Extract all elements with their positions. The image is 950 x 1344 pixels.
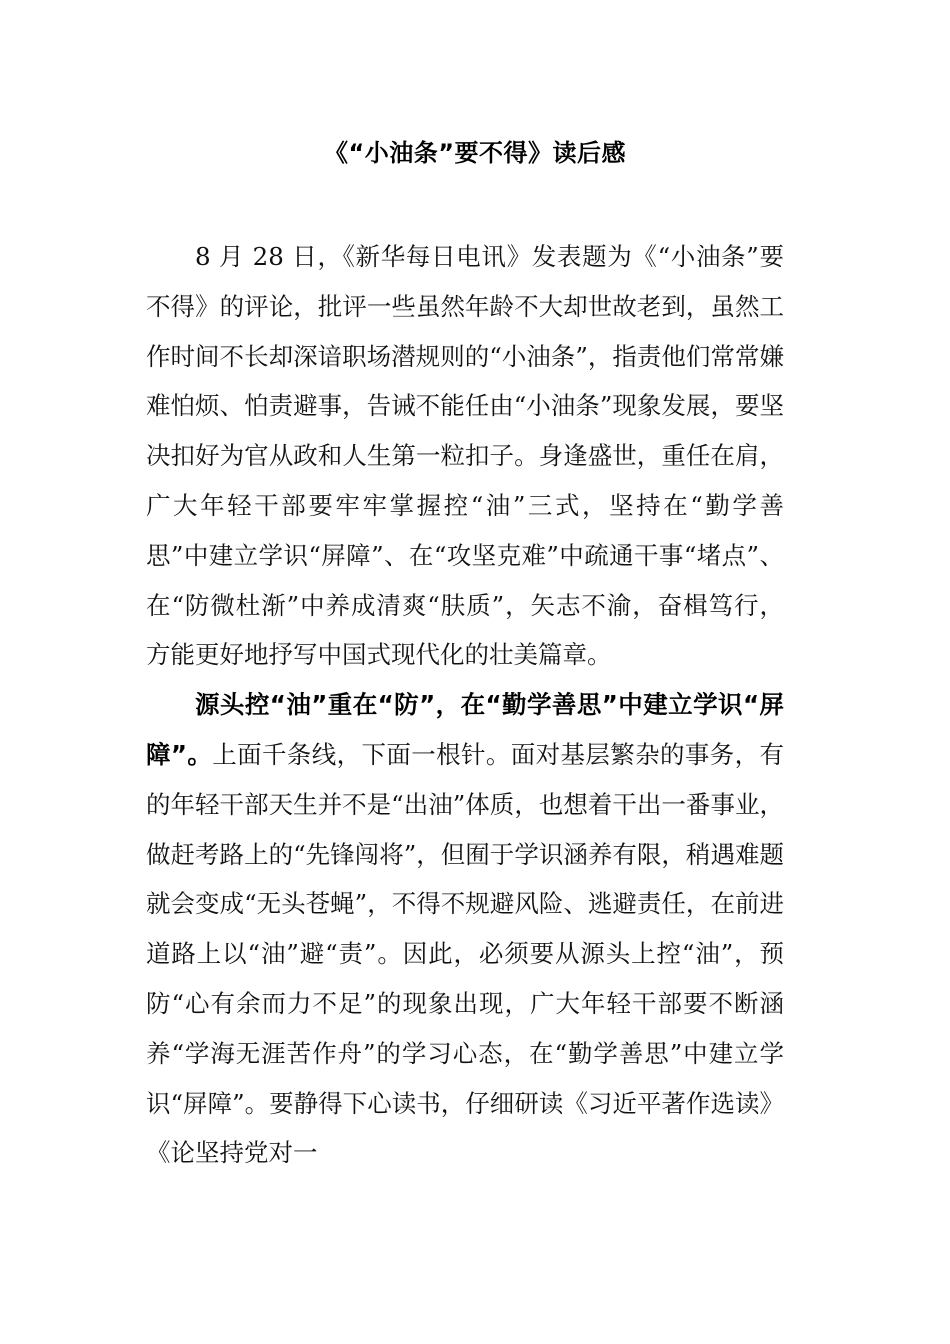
section-1-heading: 源头控“油”重在“防”，在“勤学善思”中建立学识“屏障”。 — [146, 690, 784, 769]
paragraph-section-1 — [146, 680, 784, 1178]
document-body — [146, 232, 784, 1178]
paragraph-intro-text: 8 月 28 日，《新华每日电讯》发表题为《“小油条”要不得》的评论，批评一些虽然年龄不大却世故老到，虽然工作时间不长却深谙职场潜规则的“小油条”，指责他们常常嫌难怕烦、怕责避事，告诫不能任由“小油条”现象发展，要坚决扣好为官从政和人生第一粒扣子。身逢盛世，重任在肩，广大年轻干部要牢牢掌握控“油”三式，坚持在“勤学善思”中建立学识“屏障”、在“攻坚克难”中疏通干事“堵点”、在“防微杜渐”中养成清爽“肤质”，矢志不渝，奋楫笃行，方能更好地抒写中国式现代化的壮美篇章。 — [146, 242, 784, 670]
paragraph-intro — [146, 232, 784, 680]
section-1-text: 上面千条线，下面一根针。面对基层繁杂的事务，有的年轻干部天生并不是“出油”体质，也想着干出一番事业，做赶考路上的“先锋闯将”，但囿于学识涵养有限，稍遇难题就会变成“无头苍蝇”，不得不规避风险、逃避责任，在前进道路上以“油”避“责”。因此，必须要从源头上控“油”，预防“心有余而力不足”的现象出现，广大年轻干部要不断涵养“学海无涯苦作舟”的学习心态，在“勤学善思”中建立学识“屏障”。要静得下心读书，仔细研读《习近平著作选读》《论坚持党对一 — [146, 739, 784, 1168]
document-title: 《“小油条”要不得》读后感 — [323, 139, 627, 167]
